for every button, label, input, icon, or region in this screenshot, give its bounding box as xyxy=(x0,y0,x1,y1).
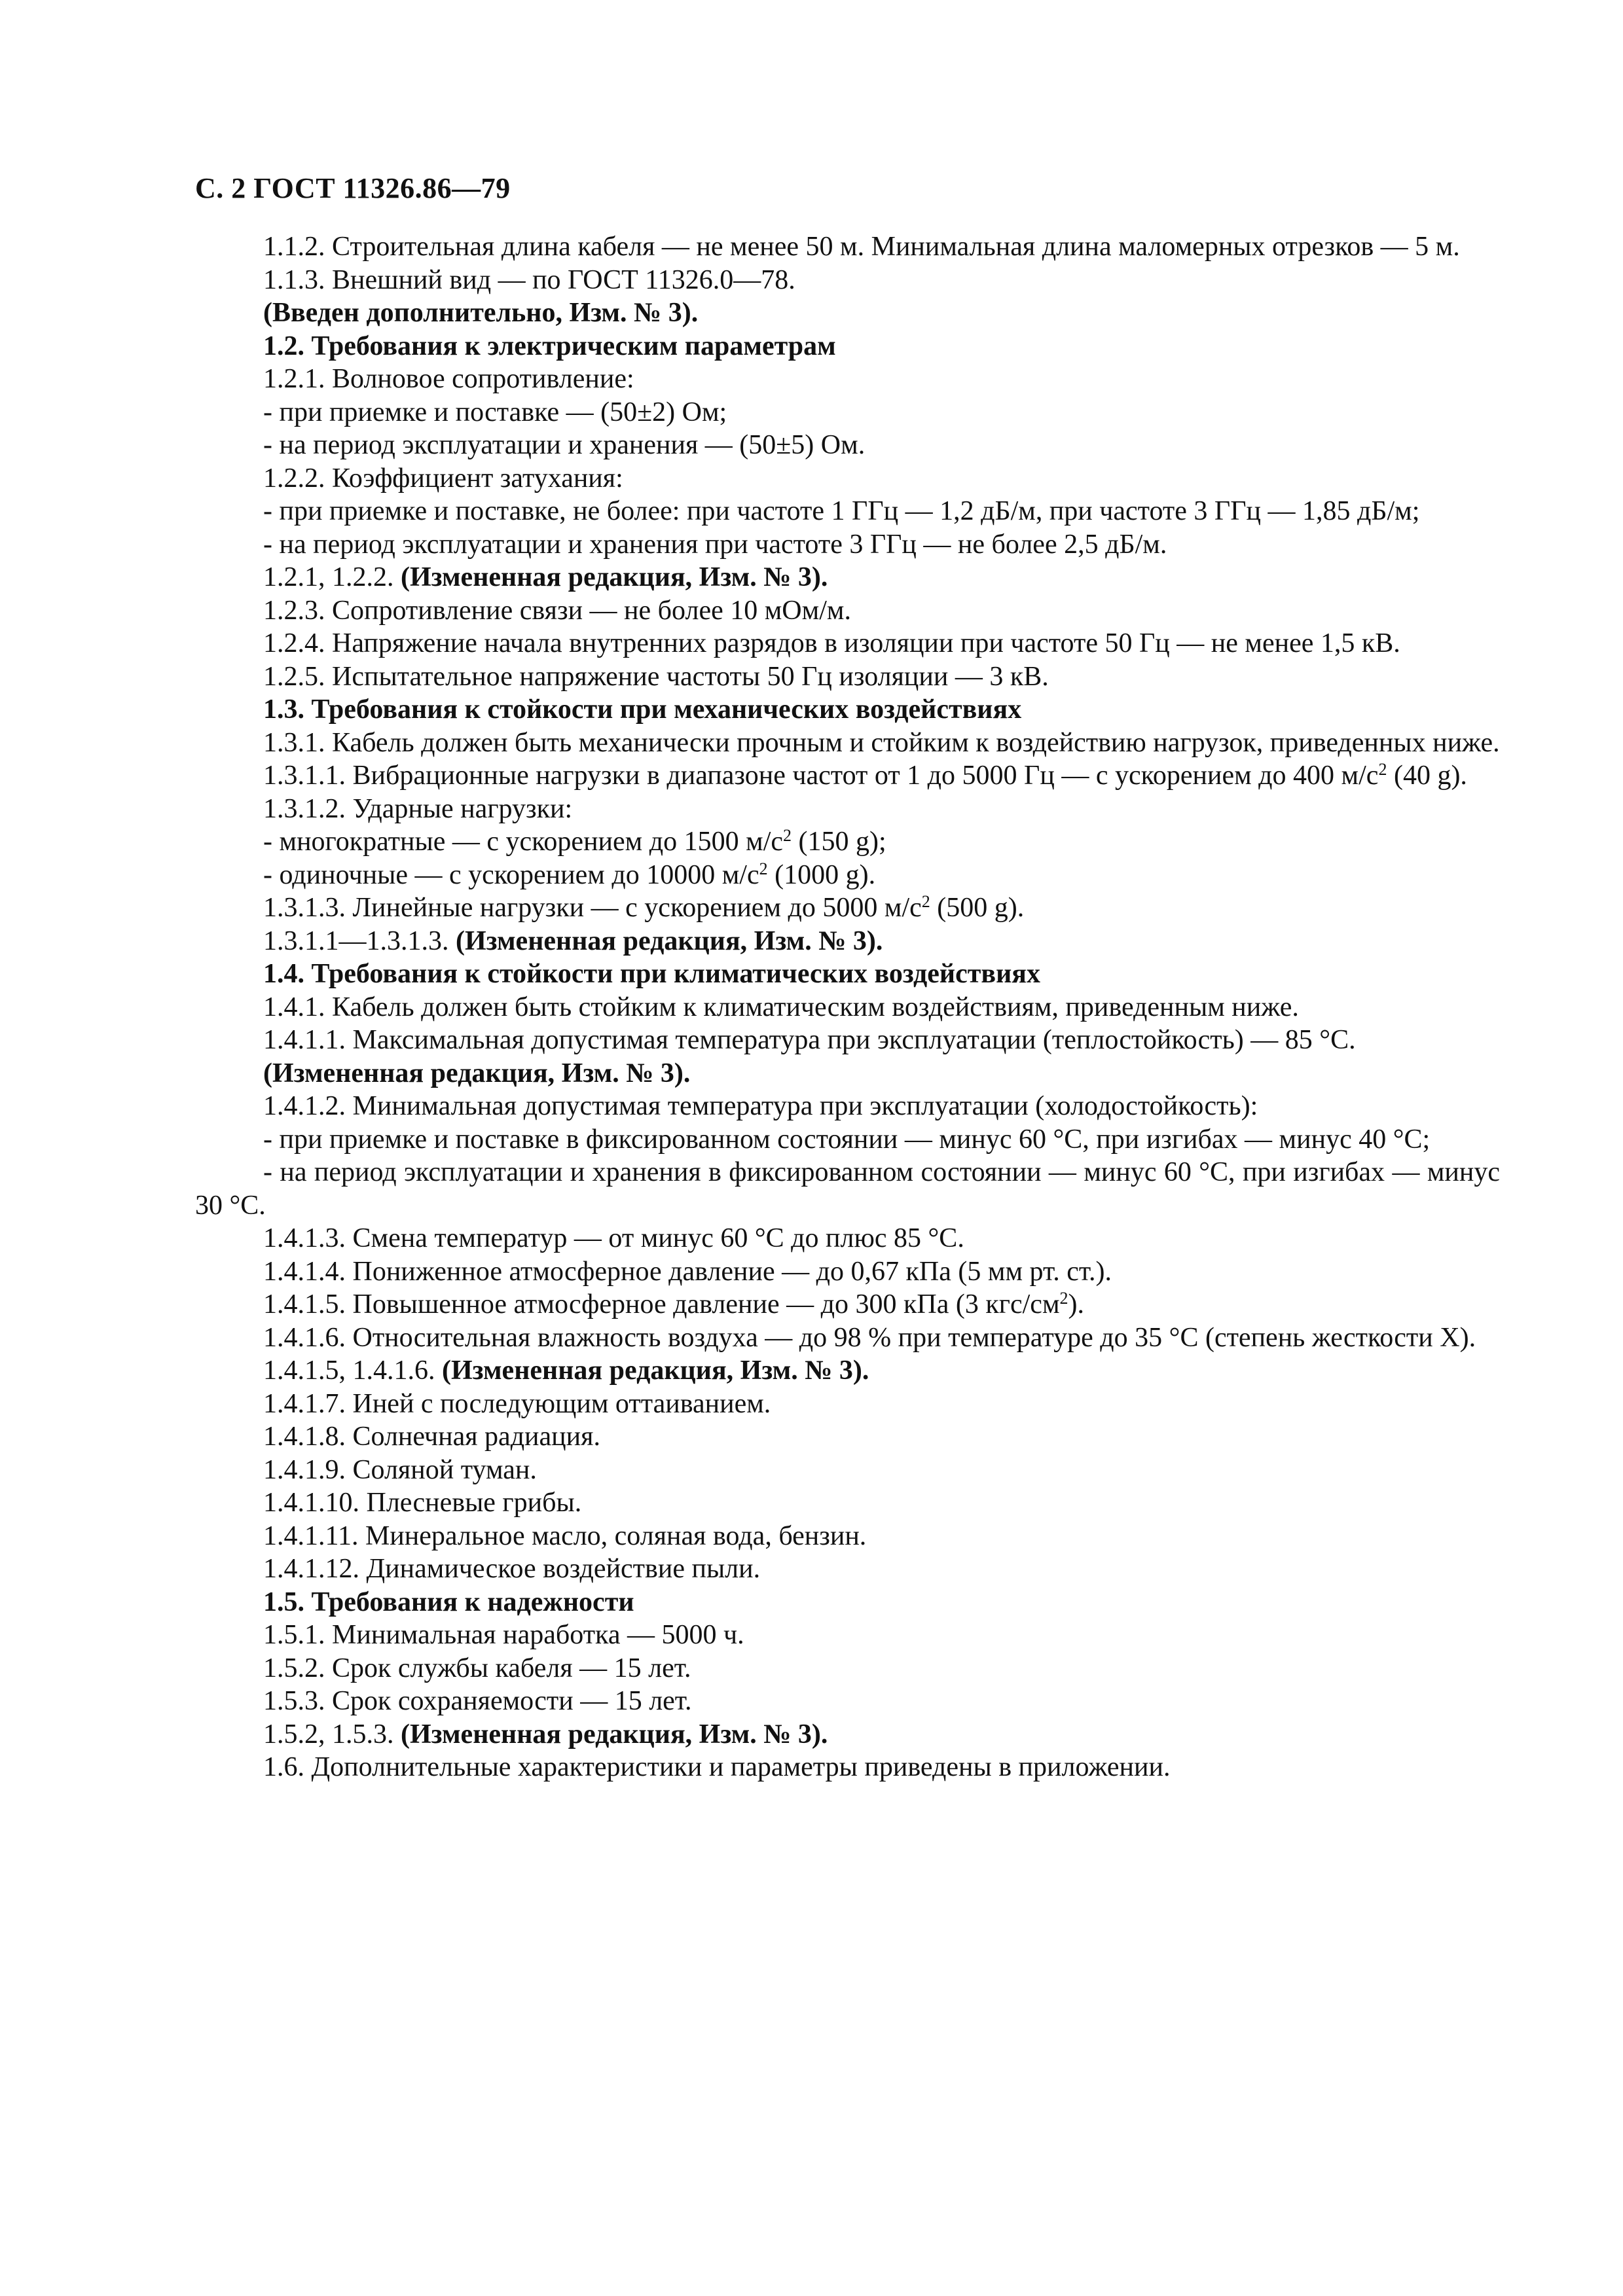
superscript: 2 xyxy=(783,826,792,845)
paragraph-text: 1.4.1.7. Иней с последующим оттаиванием. xyxy=(263,1388,771,1419)
document-body xyxy=(195,230,1500,1784)
bold-text: 1.5. Требования к надежности xyxy=(263,1587,634,1617)
paragraph-text: 1.3.1.3. Линейные нагрузки — с ускорением до 5000 м/с xyxy=(263,893,922,923)
paragraph xyxy=(195,1552,1500,1586)
paragraph xyxy=(195,1288,1500,1321)
paragraph-text-tail: (40 g). xyxy=(1387,761,1467,791)
paragraph-text: 1.3.1.2. Ударные нагрузки: xyxy=(263,793,573,824)
paragraph xyxy=(195,891,1500,925)
paragraph-text: 1.4.1.9. Соляной туман. xyxy=(263,1454,537,1485)
bold-text: (Измененная редакция, Изм. № 3). xyxy=(442,1355,869,1386)
bold-text: (Измененная редакция, Изм. № 3). xyxy=(263,1058,691,1088)
paragraph-text: 1.5.2, 1.5.3. xyxy=(263,1719,401,1749)
paragraph-text: - при приемке и поставке — (50±2) Ом; xyxy=(263,397,727,427)
paragraph xyxy=(195,429,1500,462)
paragraph-text: 1.2.1, 1.2.2. xyxy=(263,562,401,592)
paragraph-text-tail: (150 g); xyxy=(792,827,886,857)
paragraph-text: 1.4.1.1. Максимальная допустимая температура при эксплуатации (теплостойкость) — 85 °С. xyxy=(263,1025,1356,1055)
paragraph-text: 1.3.1. Кабель должен быть механически прочным и стойким к воздействию нагрузок, приведенных ниже. xyxy=(263,727,1500,758)
paragraph xyxy=(195,1222,1500,1255)
paragraph xyxy=(195,1652,1500,1685)
paragraph-text: - при приемке и поставке в фиксированном состоянии — минус 60 °С, при изгибах — минус 40 °С; xyxy=(263,1124,1431,1155)
paragraph-text: 1.3.1.1. Вибрационные нагрузки в диапазоне частот от 1 до 5000 Гц — с ускорением до 400 м/с xyxy=(263,761,1379,791)
paragraph xyxy=(195,825,1500,859)
paragraph xyxy=(195,396,1500,429)
paragraph-text-tail: (500 g). xyxy=(930,893,1025,923)
superscript: 2 xyxy=(759,859,768,878)
paragraph-text: 1.2.1. Волновое сопротивление: xyxy=(263,364,634,394)
paragraph-text: 1.5.1. Минимальная наработка — 5000 ч. xyxy=(263,1620,744,1650)
paragraph xyxy=(195,925,1500,958)
paragraph-text: 1.4.1.12. Динамическое воздействие пыли. xyxy=(263,1554,761,1584)
paragraph-text: 1.1.2. Строительная длина кабеля — не менее 50 м. Минимальная длина маломерных отрезков — 5 м. xyxy=(263,232,1460,262)
page-header: С. 2 ГОСТ 11326.86—79 xyxy=(195,172,511,204)
paragraph-text: 1.1.3. Внешний вид — по ГОСТ 11326.0—78. xyxy=(263,264,795,295)
paragraph xyxy=(195,1751,1500,1784)
paragraph xyxy=(195,660,1500,694)
paragraph xyxy=(195,1420,1500,1454)
paragraph xyxy=(195,1586,1500,1619)
paragraph xyxy=(195,1354,1500,1388)
paragraph-text: - при приемке и поставке, не более: при частоте 1 ГГц — 1,2 дБ/м, при частоте 3 ГГц — 1,85 дБ/м; xyxy=(263,496,1420,526)
paragraph xyxy=(195,1388,1500,1421)
paragraph xyxy=(195,1718,1500,1751)
paragraph-text: - на период эксплуатации и хранения — (50±5) Ом. xyxy=(263,430,866,460)
paragraph xyxy=(195,991,1500,1024)
paragraph-text: 1.4.1.2. Минимальная допустимая температура при эксплуатации (холодостойкость): xyxy=(263,1091,1258,1121)
paragraph xyxy=(195,958,1500,991)
paragraph xyxy=(195,1024,1500,1057)
paragraph xyxy=(195,1123,1500,1157)
paragraph-text: 1.6. Дополнительные характеристики и параметры приведены в приложении. xyxy=(263,1752,1171,1782)
paragraph-text: 1.5.3. Срок сохраняемости — 15 лет. xyxy=(263,1686,692,1716)
paragraph xyxy=(195,296,1500,330)
paragraph xyxy=(195,462,1500,495)
paragraph xyxy=(195,859,1500,892)
paragraph xyxy=(195,230,1500,264)
paragraph-text: - одиночные — с ускорением до 10000 м/с xyxy=(263,859,759,890)
paragraph-text: 1.3.1.1—1.3.1.3. xyxy=(263,925,456,956)
paragraph-text: 1.5.2. Срок службы кабеля — 15 лет. xyxy=(263,1653,691,1683)
paragraph xyxy=(195,561,1500,594)
paragraph-text: 1.4.1.8. Солнечная радиация. xyxy=(263,1422,600,1452)
paragraph xyxy=(195,594,1500,628)
paragraph xyxy=(195,330,1500,363)
paragraph xyxy=(195,1520,1500,1553)
paragraph-text: 1.4.1. Кабель должен быть стойким к климатическим воздействиям, приведенным ниже. xyxy=(263,992,1299,1022)
paragraph xyxy=(195,363,1500,396)
paragraph xyxy=(195,264,1500,297)
paragraph xyxy=(195,627,1500,660)
bold-text: 1.2. Требования к электрическим параметрам xyxy=(263,331,836,361)
paragraph xyxy=(195,1619,1500,1652)
paragraph xyxy=(195,1321,1500,1355)
bold-text: 1.4. Требования к стойкости при климатических воздействиях xyxy=(263,959,1040,989)
paragraph xyxy=(195,1486,1500,1520)
paragraph-text: 1.2.4. Напряжение начала внутренних разрядов в изоляции при частоте 50 Гц — не менее 1,5 кВ. xyxy=(263,628,1400,658)
paragraph-text: - на период эксплуатации и хранения при частоте 3 ГГц — не более 2,5 дБ/м. xyxy=(263,529,1167,560)
paragraph-text: 1.2.5. Испытательное напряжение частоты 50 Гц изоляции — 3 кВ. xyxy=(263,661,1049,692)
superscript: 2 xyxy=(1378,760,1387,779)
superscript: 2 xyxy=(1059,1289,1068,1308)
paragraph xyxy=(195,1255,1500,1289)
paragraph-text: 1.4.1.5, 1.4.1.6. xyxy=(263,1355,442,1386)
superscript: 2 xyxy=(921,892,930,911)
paragraph xyxy=(195,1685,1500,1718)
paragraph xyxy=(195,793,1500,826)
paragraph xyxy=(195,528,1500,562)
paragraph-text: 1.4.1.10. Плесневые грибы. xyxy=(263,1488,582,1518)
paragraph xyxy=(195,1156,1500,1222)
paragraph xyxy=(195,1454,1500,1487)
paragraph xyxy=(195,1090,1500,1123)
paragraph-text: 1.2.3. Сопротивление связи — не более 10 мОм/м. xyxy=(263,595,851,626)
paragraph-text: 1.4.1.5. Повышенное атмосферное давление — до 300 кПа (3 кгс/см xyxy=(263,1289,1060,1319)
paragraph-text: - на период эксплуатации и хранения в фиксированном состоянии — минус 60 °С, при изгибах — минус 30 °С. xyxy=(195,1157,1500,1221)
paragraph xyxy=(195,1057,1500,1090)
paragraph xyxy=(195,726,1500,760)
paragraph-text: 1.2.2. Коэффициент затухания: xyxy=(263,463,623,493)
paragraph xyxy=(195,495,1500,528)
paragraph xyxy=(195,759,1500,793)
paragraph-text: 1.4.1.3. Смена температур — от минус 60 °С до плюс 85 °С. xyxy=(263,1223,964,1253)
bold-text: (Измененная редакция, Изм. № 3). xyxy=(456,925,883,956)
paragraph-text: 1.4.1.6. Относительная влажность воздуха — до 98 % при температуре до 35 °С (степень жесткости X). xyxy=(263,1322,1476,1353)
paragraph-text-tail: (1000 g). xyxy=(767,859,876,890)
bold-text: (Измененная редакция, Изм. № 3). xyxy=(401,1719,828,1749)
bold-text: 1.3. Требования к стойкости при механических воздействиях xyxy=(263,694,1022,725)
bold-text: (Измененная редакция, Изм. № 3). xyxy=(401,562,828,592)
paragraph-text: 1.4.1.4. Пониженное атмосферное давление — до 0,67 кПа (5 мм рт. ст.). xyxy=(263,1256,1112,1287)
paragraph-text: 1.4.1.11. Минеральное масло, соляная вода, бензин. xyxy=(263,1520,867,1551)
paragraph-text: - многократные — с ускорением до 1500 м/с xyxy=(263,827,784,857)
paragraph xyxy=(195,693,1500,726)
paragraph-text-tail: ). xyxy=(1068,1289,1085,1319)
bold-text: (Введен дополнительно, Изм. № 3). xyxy=(263,298,699,328)
